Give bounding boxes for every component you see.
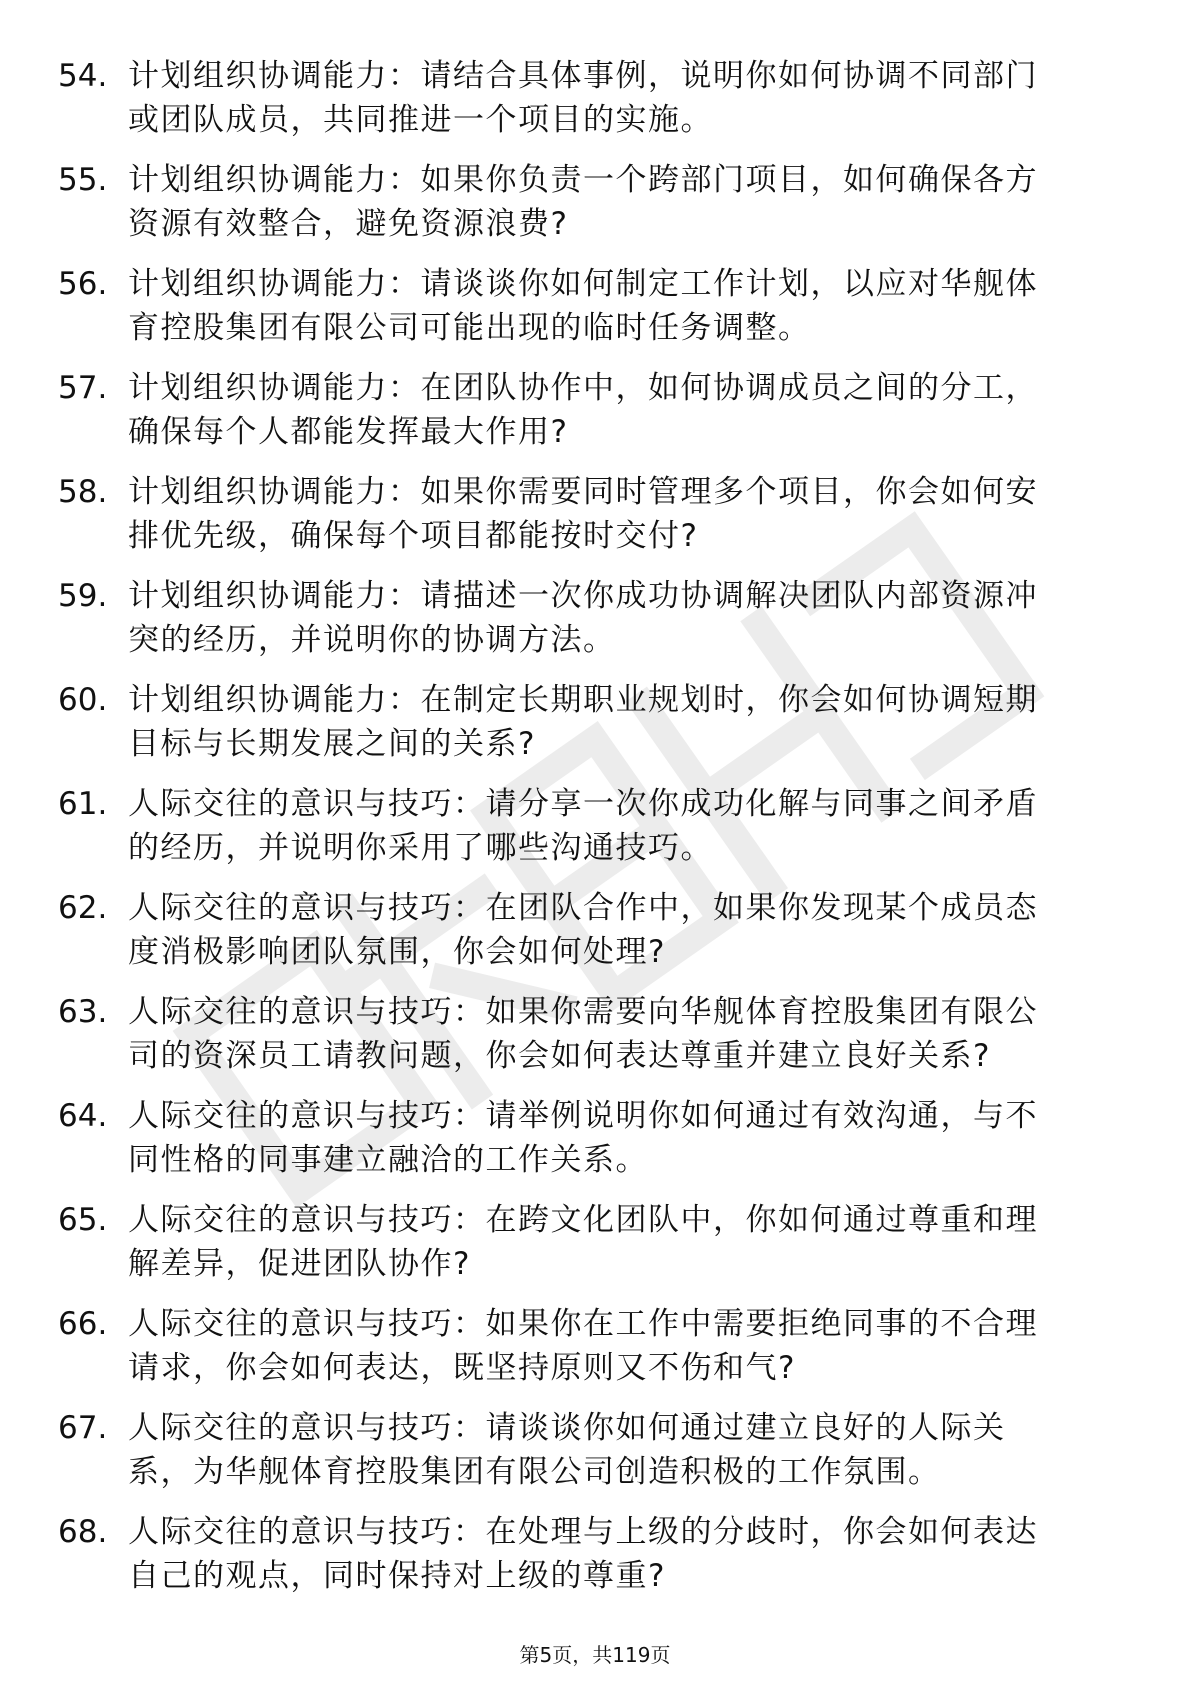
question-line: 育控股集团有限公司可能出现的临时任务调整。 (128, 310, 811, 346)
question-text (128, 1510, 1118, 1598)
question-item (58, 366, 1118, 470)
question-number: 67. (58, 1410, 108, 1446)
question-item (58, 1198, 1118, 1302)
question-line: 计划组织协调能力：如果你需要同时管理多个项目，你会如何安 (128, 474, 1038, 510)
question-line: 解差异，促进团队协作? (128, 1246, 471, 1282)
question-number: 58. (58, 474, 108, 510)
question-number: 68. (58, 1514, 108, 1550)
question-item (58, 54, 1118, 158)
question-list (58, 54, 1118, 1614)
question-item (58, 782, 1118, 886)
question-number: 65. (58, 1202, 108, 1238)
question-text (128, 470, 1118, 558)
question-number: 61. (58, 786, 108, 822)
page-footer (0, 1642, 1190, 1668)
question-item (58, 1510, 1118, 1614)
question-line: 系，为华舰体育控股集团有限公司创造积极的工作氛围。 (128, 1454, 941, 1490)
question-line: 度消极影响团队氛围，你会如何处理? (128, 934, 666, 970)
question-text (128, 574, 1118, 662)
question-item (58, 158, 1118, 262)
question-number: 62. (58, 890, 108, 926)
page-indicator: 第5页，共119页 (519, 1643, 671, 1667)
question-item (58, 574, 1118, 678)
question-line: 确保每个人都能发挥最大作用? (128, 414, 569, 450)
question-line: 或团队成员，共同推进一个项目的实施。 (128, 102, 713, 138)
question-line: 资源有效整合，避免资源浪费? (128, 206, 569, 242)
question-item (58, 990, 1118, 1094)
question-item (58, 470, 1118, 574)
question-number: 59. (58, 578, 108, 614)
question-line: 请求，你会如何表达，既坚持原则又不伤和气? (128, 1350, 796, 1386)
question-item (58, 1406, 1118, 1510)
question-number: 55. (58, 162, 108, 198)
question-line: 人际交往的意识与技巧：请分享一次你成功化解与同事之间矛盾 (128, 786, 1038, 822)
question-line: 人际交往的意识与技巧：在跨文化团队中，你如何通过尊重和理 (128, 1202, 1038, 1238)
question-text (128, 678, 1118, 766)
question-line: 计划组织协调能力：请结合具体事例，说明你如何协调不同部门 (128, 58, 1038, 94)
question-item (58, 886, 1118, 990)
question-text (128, 886, 1118, 974)
question-text (128, 782, 1118, 870)
question-number: 54. (58, 58, 108, 94)
question-item (58, 678, 1118, 782)
question-text (128, 1406, 1118, 1494)
question-line: 的经历，并说明你采用了哪些沟通技巧。 (128, 830, 713, 866)
question-line: 自己的观点，同时保持对上级的尊重? (128, 1558, 666, 1594)
question-line: 目标与长期发展之间的关系? (128, 726, 536, 762)
question-item (58, 1302, 1118, 1406)
question-line: 人际交往的意识与技巧：请举例说明你如何通过有效沟通，与不 (128, 1098, 1038, 1134)
question-number: 66. (58, 1306, 108, 1342)
question-line: 人际交往的意识与技巧：在团队合作中，如果你发现某个成员态 (128, 890, 1038, 926)
question-line: 计划组织协调能力：如果你负责一个跨部门项目，如何确保各方 (128, 162, 1038, 198)
question-line: 同性格的同事建立融洽的工作关系。 (128, 1142, 648, 1178)
question-line: 司的资深员工请教问题，你会如何表达尊重并建立良好关系? (128, 1038, 991, 1074)
question-text (128, 54, 1118, 142)
question-number: 63. (58, 994, 108, 1030)
question-line: 人际交往的意识与技巧：如果你在工作中需要拒绝同事的不合理 (128, 1306, 1038, 1342)
question-text (128, 366, 1118, 454)
question-text (128, 1094, 1118, 1182)
question-line: 计划组织协调能力：在制定长期职业规划时，你会如何协调短期 (128, 682, 1038, 718)
question-item (58, 262, 1118, 366)
question-number: 57. (58, 370, 108, 406)
question-number: 60. (58, 682, 108, 718)
question-number: 56. (58, 266, 108, 302)
question-number: 64. (58, 1098, 108, 1134)
question-text (128, 1302, 1118, 1390)
question-item (58, 1094, 1118, 1198)
question-line: 计划组织协调能力：请描述一次你成功协调解决团队内部资源冲 (128, 578, 1038, 614)
question-line: 计划组织协调能力：请谈谈你如何制定工作计划，以应对华舰体 (128, 266, 1038, 302)
question-line: 突的经历，并说明你的协调方法。 (128, 622, 616, 658)
question-line: 人际交往的意识与技巧：如果你需要向华舰体育控股集团有限公 (128, 994, 1038, 1030)
question-line: 人际交往的意识与技巧：请谈谈你如何通过建立良好的人际关 (128, 1410, 1006, 1446)
question-line: 计划组织协调能力：在团队协作中，如何协调成员之间的分工， (128, 370, 1038, 406)
question-line: 人际交往的意识与技巧：在处理与上级的分歧时，你会如何表达 (128, 1514, 1038, 1550)
question-text (128, 1198, 1118, 1286)
question-text (128, 262, 1118, 350)
question-text (128, 990, 1118, 1078)
question-text (128, 158, 1118, 246)
question-line: 排优先级，确保每个项目都能按时交付? (128, 518, 699, 554)
